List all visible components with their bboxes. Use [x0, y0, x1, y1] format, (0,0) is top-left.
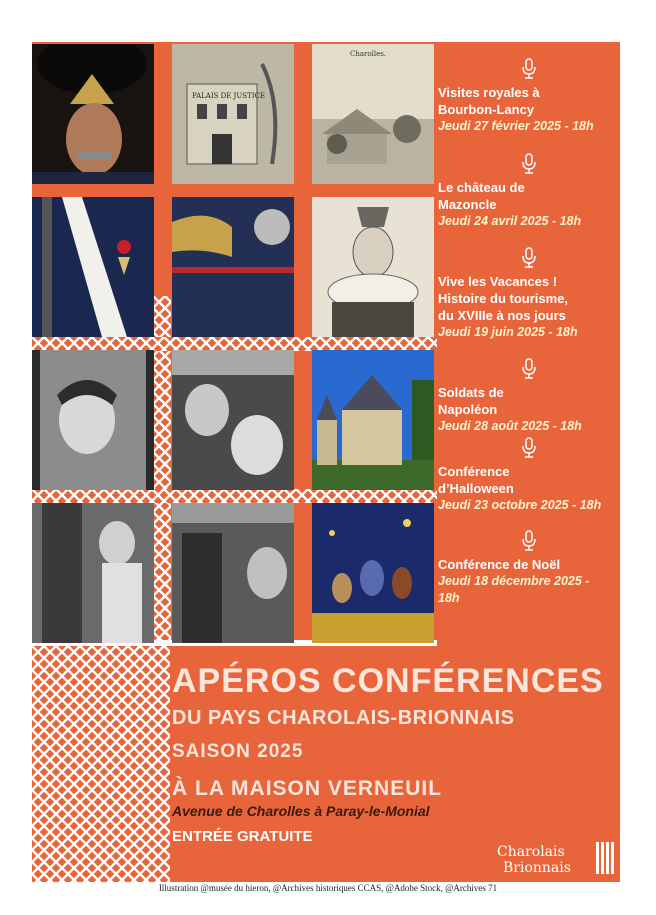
photo-grenadier-helmet: [32, 44, 154, 184]
photo-castle: [312, 350, 434, 490]
microphone-icon: [521, 153, 537, 175]
event-title-line: Soldats de: [438, 385, 504, 400]
photo-train-passengers: [172, 503, 294, 643]
event-title-line: Le château de: [438, 180, 525, 195]
microphone-icon: [521, 437, 537, 459]
event-3: [438, 247, 620, 341]
event-date: Jeudi 19 juin 2025 - 18h: [438, 325, 578, 339]
event-title-line: Histoire du tourisme,: [438, 291, 569, 306]
event-date: Jeudi 18 décembre 2025 -: [438, 574, 590, 588]
headline-season: SAISON 2025: [172, 741, 304, 762]
event-date: 18h: [438, 591, 460, 605]
logo-line-1: Charolais: [497, 844, 565, 860]
photo-women-train-window: [172, 350, 294, 490]
photo-soldier-epaulette: [172, 197, 294, 337]
photo-queen-portrait: [312, 197, 434, 337]
cross-pattern-row-lower: [32, 489, 437, 503]
photo-child-train-door: [32, 503, 154, 643]
event-title-line: d’Halloween: [438, 481, 514, 496]
headline-venue: À LA MAISON VERNEUIL: [172, 777, 443, 800]
cross-pattern-block: [32, 646, 170, 882]
microphone-icon: [521, 530, 537, 552]
free-entry-label: ENTRÉE GRATUITE: [172, 828, 313, 845]
event-2: [438, 153, 620, 230]
venue-address: Avenue de Charolles à Paray-le-Monial: [172, 803, 430, 819]
microphone-icon: [521, 358, 537, 380]
photo-soldier-uniform: [32, 197, 154, 337]
postcard-caption: Charolles.: [350, 50, 387, 58]
headline-region: DU PAYS CHAROLAIS-BRIONNAIS: [172, 707, 515, 729]
event-title-line: Bourbon-Lancy: [438, 102, 535, 117]
event-title-line: Vive les Vacances !: [438, 274, 558, 289]
event-title-line: Napoléon: [438, 402, 498, 417]
logo-line-2: Brionnais: [503, 860, 571, 876]
photo-credits: Illustration @musée du hieron, @Archives historiques CCAS, @Adobe Stock, @Archives 71: [158, 883, 498, 893]
microphone-icon: [521, 58, 537, 80]
photo-palais-de-justice: [172, 44, 294, 184]
event-1: [438, 58, 620, 135]
headline-title: APÉROS CONFÉRENCES: [172, 662, 604, 700]
event-date: Jeudi 28 août 2025 - 18h: [438, 419, 582, 433]
event-6: [438, 530, 620, 607]
cross-pattern-row: [32, 337, 437, 351]
event-date: Jeudi 24 avril 2025 - 18h: [438, 214, 582, 228]
event-4: [438, 358, 620, 435]
ville-logo: [594, 838, 618, 878]
palais-label: PALAIS DE JUSTICE: [192, 92, 265, 100]
event-title-line: Conférence: [438, 464, 510, 479]
event-title-line: Mazoncle: [438, 197, 497, 212]
event-title-line: Visites royales à: [438, 85, 540, 100]
microphone-icon: [521, 247, 537, 269]
event-title-line: Conférence de Noël: [438, 557, 561, 572]
event-date: Jeudi 27 février 2025 - 18h: [438, 119, 594, 133]
event-5: [438, 437, 620, 514]
photo-nativity-scene: [312, 503, 434, 643]
event-title-line: du XVIIIe à nos jours: [438, 308, 566, 323]
photo-child-train-window: [32, 350, 154, 490]
event-date: Jeudi 23 octobre 2025 - 18h: [438, 498, 602, 512]
photo-charolles-postcard: [312, 44, 434, 184]
charolais-brionnais-logo: [497, 838, 587, 878]
